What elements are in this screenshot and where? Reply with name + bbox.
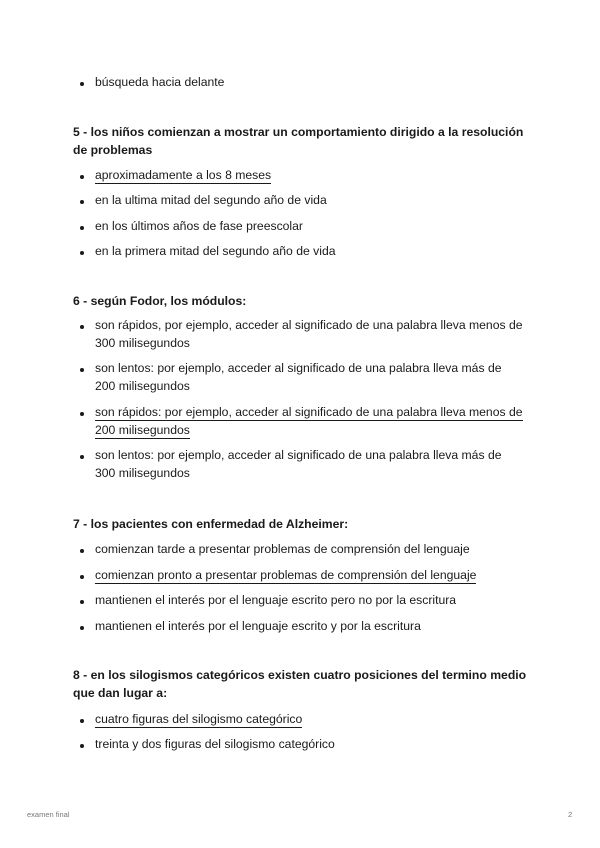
question-8-title: 8 - en los silogismos categóricos existen cuatro posiciones del termino medio que dan lugar a: bbox=[73, 668, 527, 700]
option-text-correct: aproximadamente a los 8 meses bbox=[95, 168, 272, 182]
option-text: búsqueda hacia delante bbox=[95, 75, 225, 89]
q7-option-3 bbox=[0, 591, 600, 609]
option-text-correct: son rápidos: por ejemplo, acceder al significado de una palabra lleva menos de 200 milisegundos bbox=[95, 405, 523, 437]
option-text: mantienen el interés por el lenguaje escrito y por la escritura bbox=[95, 619, 421, 633]
bullet-icon bbox=[80, 226, 84, 230]
option-text: treinta y dos figuras del silogismo categórico bbox=[95, 737, 335, 751]
option-text-correct: cuatro figuras del silogismo categórico bbox=[95, 712, 303, 726]
bullet-icon bbox=[80, 251, 84, 255]
bullet-icon bbox=[80, 82, 84, 86]
q7-option-1 bbox=[0, 540, 600, 558]
bullet-icon bbox=[80, 575, 84, 579]
bullet-icon bbox=[80, 600, 84, 604]
q5-option-1 bbox=[0, 166, 600, 184]
option-text-correct: comienzan pronto a presentar problemas de comprensión del lenguaje bbox=[95, 568, 477, 582]
option-text: en los últimos años de fase preescolar bbox=[95, 219, 303, 233]
q7-option-2 bbox=[0, 566, 600, 584]
question-5-title: 5 - los niños comienzan a mostrar un comportamiento dirigido a la resolución de problemas bbox=[73, 125, 524, 157]
option-text: en la primera mitad del segundo año de vida bbox=[95, 244, 336, 258]
option-text: son lentos: por ejemplo, acceder al significado de una palabra lleva más de 200 milisegundos bbox=[95, 361, 502, 393]
bullet-icon bbox=[80, 744, 84, 748]
q5-option-2 bbox=[0, 191, 600, 209]
q5-option-4 bbox=[0, 242, 600, 260]
question-7-title: 7 - los pacientes con enfermedad de Alzheimer: bbox=[73, 517, 349, 531]
bullet-icon bbox=[80, 200, 84, 204]
bullet-icon bbox=[80, 455, 84, 459]
q6-option-3 bbox=[0, 403, 600, 437]
option-text: son lentos: por ejemplo, acceder al significado de una palabra lleva más de 300 milisegundos bbox=[95, 448, 502, 480]
q5-option-3 bbox=[0, 217, 600, 235]
option-text: comienzan tarde a presentar problemas de comprensión del lenguaje bbox=[95, 542, 470, 556]
bullet-icon bbox=[80, 626, 84, 630]
page-number: 2 bbox=[568, 810, 573, 819]
bullet-icon bbox=[80, 719, 84, 723]
bullet-icon bbox=[80, 368, 84, 372]
list-item bbox=[0, 73, 600, 91]
option-text: son rápidos, por ejemplo, acceder al significado de una palabra lleva menos de 300 milisegundos bbox=[95, 318, 523, 350]
question-6-title: 6 - según Fodor, los módulos: bbox=[73, 294, 247, 308]
option-text: mantienen el interés por el lenguaje escrito pero no por la escritura bbox=[95, 593, 457, 607]
q6-option-4 bbox=[0, 446, 600, 480]
q6-option-2 bbox=[0, 359, 600, 393]
q7-option-4 bbox=[0, 617, 600, 635]
option-text: en la ultima mitad del segundo año de vida bbox=[95, 193, 327, 207]
q6-option-1 bbox=[0, 316, 600, 350]
bullet-icon bbox=[80, 549, 84, 553]
bullet-icon bbox=[80, 175, 84, 179]
q8-option-2 bbox=[0, 735, 600, 753]
bullet-icon bbox=[80, 412, 84, 416]
bullet-icon bbox=[80, 325, 84, 329]
q8-option-1 bbox=[0, 710, 600, 728]
footer-title: examen final bbox=[27, 810, 70, 819]
